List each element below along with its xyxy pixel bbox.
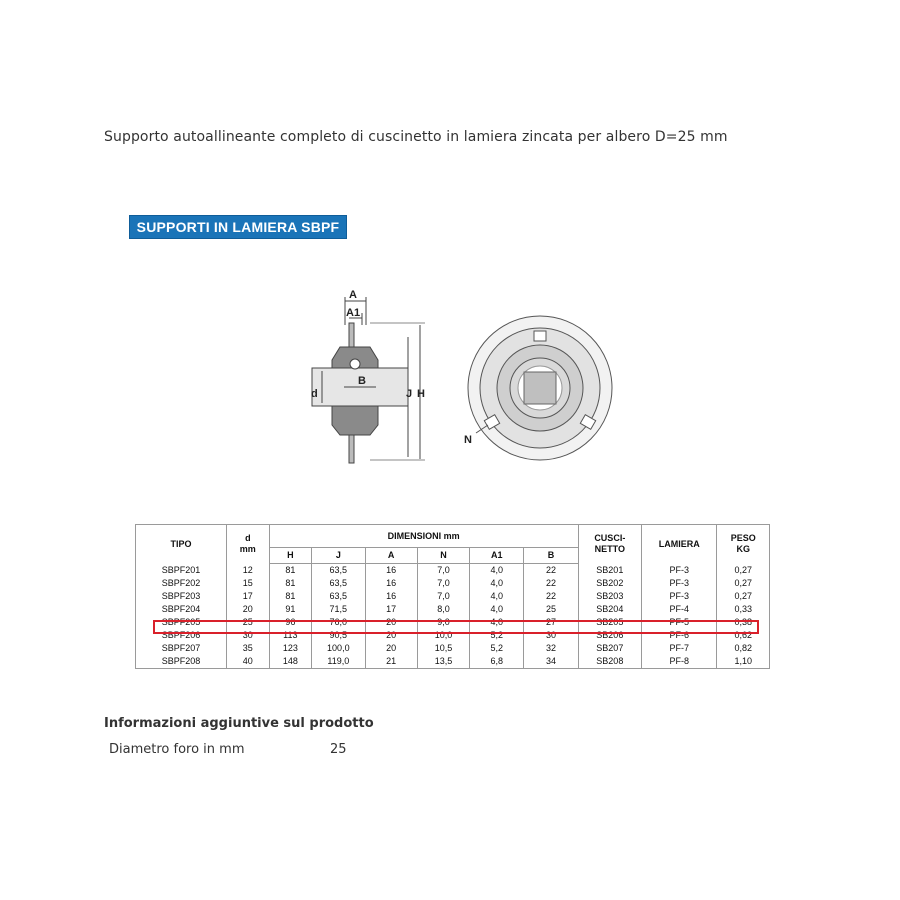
table-cell: 81: [269, 590, 312, 603]
header-a: A: [365, 548, 417, 564]
header-b: B: [524, 548, 578, 564]
table-cell: 27: [524, 616, 578, 629]
header-h: H: [269, 548, 312, 564]
table-cell: SBPF204: [136, 603, 227, 616]
header-dimensioni: DIMENSIONI mm: [269, 525, 578, 548]
table-cell: SBPF206: [136, 629, 227, 642]
table-cell: 17: [227, 590, 270, 603]
info-label-diametro: Diametro foro in mm: [109, 742, 245, 757]
product-description: Supporto autoallineante completo di cuscinetto in lamiera zincata per albero D=25 mm: [104, 129, 728, 145]
table-cell: 25: [524, 603, 578, 616]
table-cell: 21: [365, 655, 417, 669]
table-cell: 4,0: [470, 590, 524, 603]
table-cell: 40: [227, 655, 270, 669]
table-cell: SBPF205: [136, 616, 227, 629]
header-cuscinetto: CUSCI- NETTO: [578, 525, 641, 564]
table-cell: 10,0: [417, 629, 469, 642]
front-view: [468, 316, 612, 460]
table-cell: 30: [227, 629, 270, 642]
table-row: [136, 642, 770, 655]
label-d: d: [311, 388, 318, 400]
table-cell: 32: [524, 642, 578, 655]
table-cell: 119,0: [312, 655, 365, 669]
table-cell: PF-5: [642, 616, 717, 629]
table-cell: SB208: [578, 655, 641, 669]
table-cell: 4,0: [470, 616, 524, 629]
table-row: [136, 603, 770, 616]
info-section-title: Informazioni aggiuntive sul prodotto: [104, 716, 374, 731]
table-cell: 81: [269, 577, 312, 590]
table-cell: SBPF203: [136, 590, 227, 603]
table-cell: SB206: [578, 629, 641, 642]
header-j: J: [312, 548, 365, 564]
table-cell: 20: [227, 603, 270, 616]
table-row: [136, 564, 770, 578]
label-n: N: [464, 434, 472, 446]
label-a: A: [349, 289, 357, 301]
table-cell: SB207: [578, 642, 641, 655]
table-cell: 20: [365, 616, 417, 629]
table-cell: 17: [365, 603, 417, 616]
table-cell: 0,82: [717, 642, 770, 655]
table-row: [136, 616, 770, 629]
table-cell: 0,27: [717, 590, 770, 603]
table-cell: PF-7: [642, 642, 717, 655]
table-cell: 5,2: [470, 642, 524, 655]
table-cell: PF-8: [642, 655, 717, 669]
table-cell: 91: [269, 603, 312, 616]
table-row: [136, 629, 770, 642]
table-cell: 30: [524, 629, 578, 642]
table-cell: PF-6: [642, 629, 717, 642]
table-cell: 6,8: [470, 655, 524, 669]
technical-drawing: [300, 285, 620, 470]
section-banner: SUPPORTI IN LAMIERA SBPF: [129, 215, 347, 239]
table-cell: 34: [524, 655, 578, 669]
table-cell: 1,10: [717, 655, 770, 669]
table-cell: 22: [524, 564, 578, 578]
table-cell: 0,62: [717, 629, 770, 642]
table-cell: 71,5: [312, 603, 365, 616]
table-cell: 35: [227, 642, 270, 655]
table-cell: 5,2: [470, 629, 524, 642]
table-cell: SBPF202: [136, 577, 227, 590]
table-row: [136, 655, 770, 669]
table-cell: 0,38: [717, 616, 770, 629]
header-lamiera: LAMIERA: [642, 525, 717, 564]
table-cell: 0,27: [717, 564, 770, 578]
table-cell: PF-4: [642, 603, 717, 616]
side-view: [312, 297, 425, 463]
table-cell: SB203: [578, 590, 641, 603]
table-row: [136, 577, 770, 590]
table-cell: SBPF201: [136, 564, 227, 578]
table-cell: 7,0: [417, 577, 469, 590]
label-a1: A1: [346, 307, 361, 319]
table-cell: PF-3: [642, 590, 717, 603]
table-cell: PF-3: [642, 564, 717, 578]
table-cell: 7,0: [417, 590, 469, 603]
table-cell: SB202: [578, 577, 641, 590]
table-cell: SB204: [578, 603, 641, 616]
table-cell: 123: [269, 642, 312, 655]
table-cell: SB201: [578, 564, 641, 578]
table-cell: 4,0: [470, 564, 524, 578]
label-b: B: [358, 375, 366, 387]
table-cell: 15: [227, 577, 270, 590]
table-cell: 63,5: [312, 590, 365, 603]
table-cell: 63,5: [312, 577, 365, 590]
table-cell: SBPF207: [136, 642, 227, 655]
table-cell: PF-3: [642, 577, 717, 590]
table-cell: 100,0: [312, 642, 365, 655]
table-cell: 10,5: [417, 642, 469, 655]
table-cell: 0,27: [717, 577, 770, 590]
header-n: N: [417, 548, 469, 564]
table-row: [136, 590, 770, 603]
table-cell: 16: [365, 577, 417, 590]
info-value-diametro: 25: [330, 742, 347, 757]
table-cell: 12: [227, 564, 270, 578]
table-cell: 148: [269, 655, 312, 669]
header-d: d mm: [227, 525, 270, 564]
table-cell: 20: [365, 629, 417, 642]
table-cell: 81: [269, 564, 312, 578]
table-cell: 4,0: [470, 577, 524, 590]
table-cell: 9,0: [417, 616, 469, 629]
table-cell: 76,0: [312, 616, 365, 629]
label-h: H: [417, 388, 425, 400]
table-cell: 63,5: [312, 564, 365, 578]
table-cell: 25: [227, 616, 270, 629]
table-cell: 96: [269, 616, 312, 629]
table-cell: 13,5: [417, 655, 469, 669]
table-cell: 22: [524, 590, 578, 603]
table-cell: 22: [524, 577, 578, 590]
table-cell: 4,0: [470, 603, 524, 616]
header-a1: A1: [470, 548, 524, 564]
label-j: J: [406, 388, 413, 400]
table-cell: 8,0: [417, 603, 469, 616]
table-cell: SBPF208: [136, 655, 227, 669]
header-tipo: TIPO: [136, 525, 227, 564]
table-cell: 90,5: [312, 629, 365, 642]
table-cell: 16: [365, 590, 417, 603]
table-cell: 0,33: [717, 603, 770, 616]
table-cell: SB205: [578, 616, 641, 629]
table-cell: 7,0: [417, 564, 469, 578]
table-cell: 113: [269, 629, 312, 642]
specification-table: [135, 524, 770, 669]
table-cell: 16: [365, 564, 417, 578]
table-cell: 20: [365, 642, 417, 655]
header-peso: PESO KG: [717, 525, 770, 564]
